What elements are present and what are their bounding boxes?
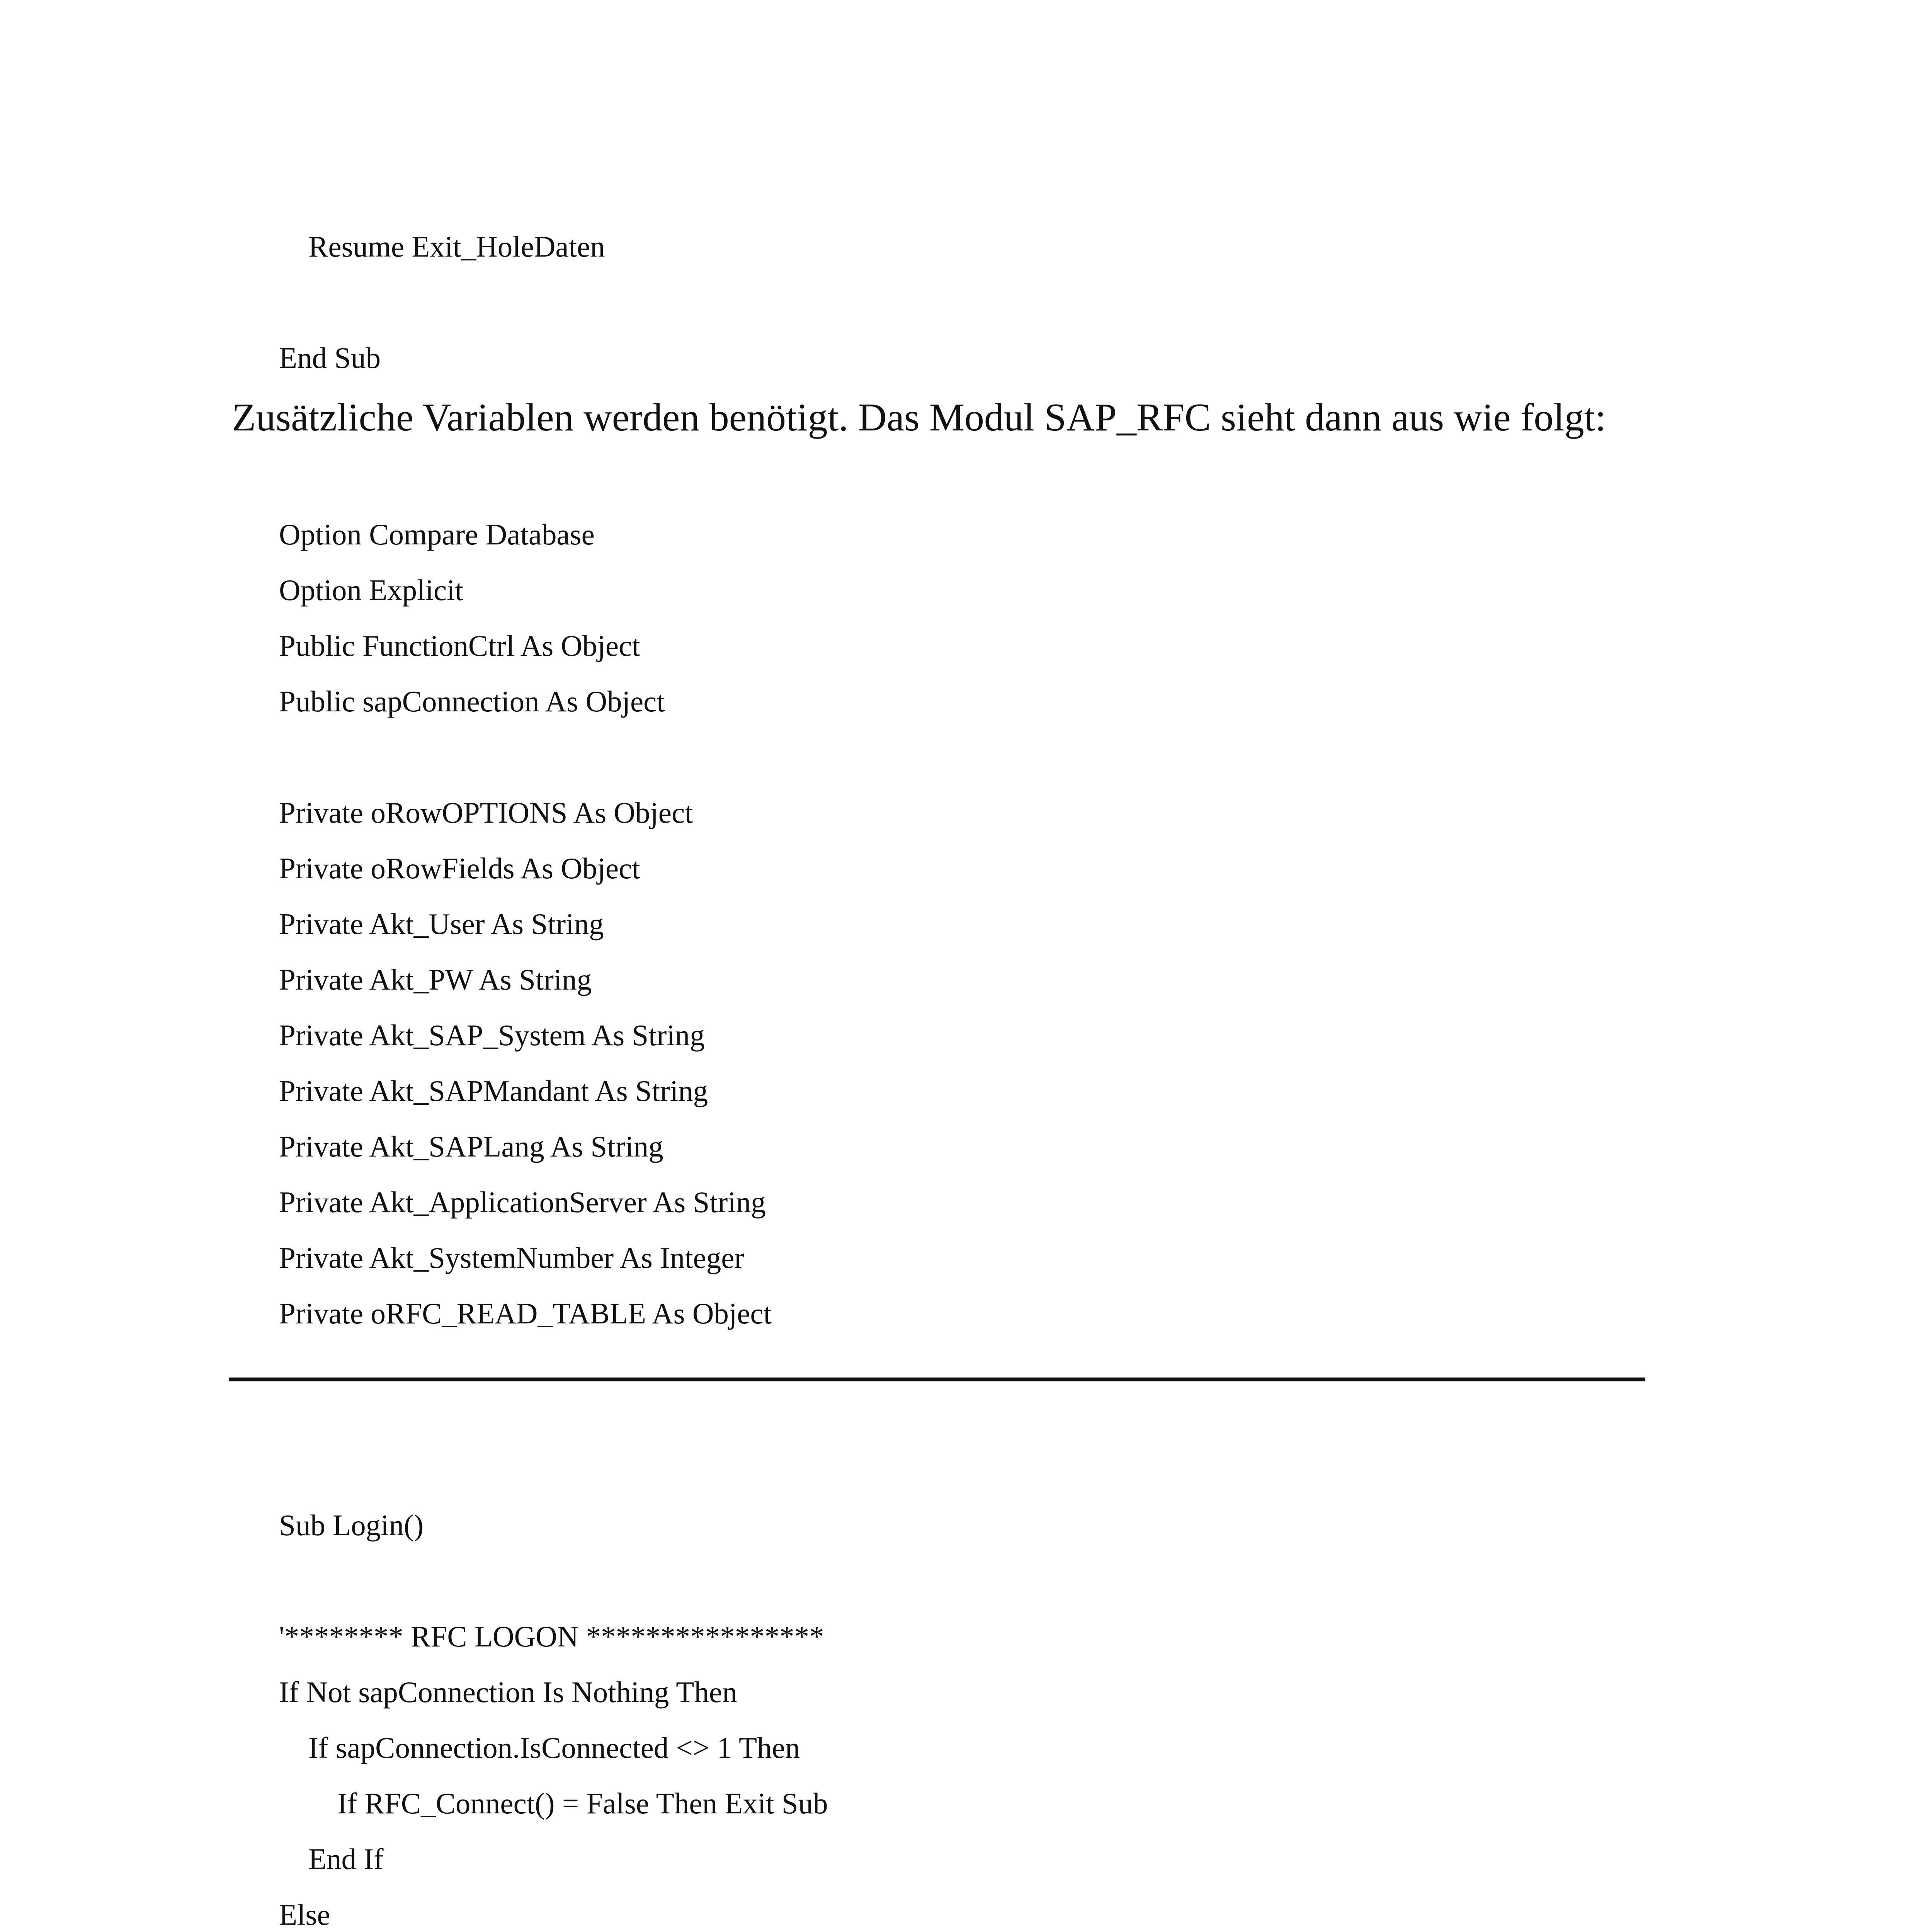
code-line: Option Compare Database	[279, 518, 595, 551]
code-line: Private oRowFields As Object	[279, 852, 640, 885]
code-line: If sapConnection.IsConnected <> 1 Then	[308, 1731, 800, 1764]
code-line: End Sub	[279, 341, 381, 374]
code-line: Option Explicit	[279, 573, 463, 607]
body-paragraph: Zusätzliche Variablen werden benötigt. Das Modul SAP_RFC sieht dann aus wie folgt:	[232, 396, 1606, 439]
code-line: '******** RFC LOGON ****************	[279, 1620, 824, 1653]
horizontal-rule	[229, 1378, 1645, 1381]
code-line: Private Akt_User As String	[279, 907, 604, 940]
code-line: Private Akt_SystemNumber As Integer	[279, 1241, 745, 1274]
code-line: Else	[279, 1898, 330, 1931]
code-line: Private Akt_SAP_System As String	[279, 1019, 705, 1052]
code-line: If Not sapConnection Is Nothing Then	[279, 1675, 737, 1709]
code-line: Public sapConnection As Object	[279, 685, 665, 718]
code-line: Private Akt_ApplicationServer As String	[279, 1185, 766, 1219]
code-line: Private Akt_PW As String	[279, 963, 592, 996]
code-line: Private Akt_SAPMandant As String	[279, 1074, 708, 1107]
code-line: Resume Exit_HoleDaten	[308, 230, 605, 263]
code-line: Private oRFC_READ_TABLE As Object	[279, 1297, 772, 1330]
code-line: End If	[308, 1842, 384, 1876]
code-line: Private Akt_SAPLang As String	[279, 1130, 663, 1163]
code-line: If RFC_Connect() = False Then Exit Sub	[337, 1787, 828, 1820]
code-line: Public FunctionCtrl As Object	[279, 629, 640, 662]
code-line: Private oRowOPTIONS As Object	[279, 796, 693, 829]
code-line: Sub Login()	[279, 1509, 424, 1542]
